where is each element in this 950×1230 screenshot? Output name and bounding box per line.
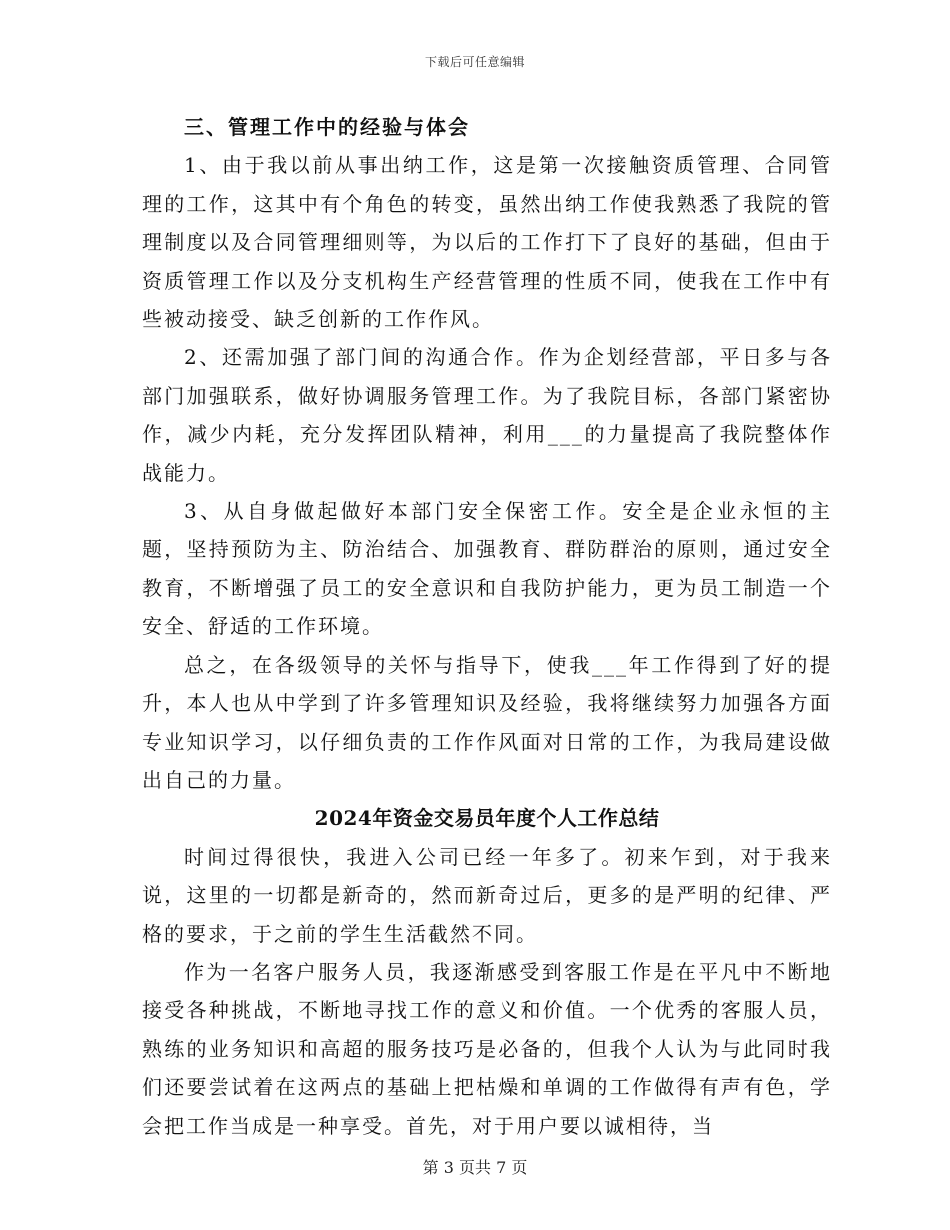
- paragraph-customer-service: 作为一名客户服务人员，我逐渐感受到客服工作是在平凡中不断地接受各种挑战，不断地寻找工作的意义和价值。一个优秀的客服人员，熟练的业务知识和高超的服务技巧是必备的，但我个人认为与此同时我们还要尝试着在这两点的基础上把枯燥和单调的工作做得有声有色，学会把工作当成是一种享受。首先，对于用户要以诚相待，当: [142, 959, 832, 1138]
- paragraph-conclusion: 总之，在各级领导的关怀与指导下，使我___年工作得到了好的提升，本人也从中学到了许多管理知识及经验，我将继续努力加强各方面专业知识学习，以仔细负责的工作作风面对日常的工作，为我局建设做出自己的力量。: [142, 652, 832, 792]
- paragraph-intro: 时间过得很快，我进入公司已经一年多了。初来乍到，对于我来说，这里的一切都是新奇的，然而新奇过后，更多的是严明的纪律、严格的要求，于之前的学生生活截然不同。: [142, 844, 832, 946]
- document-title: 2024年资金交易员年度个人工作总结: [314, 806, 660, 831]
- paragraph-experience-3: 3、从自身做起做好本部门安全保密工作。安全是企业永恒的主题，坚持预防为主、防治结合、加强教育、群防群治的原则，通过安全教育，不断增强了员工的安全意识和自我防护能力，更为员工制造一个安全、舒适的工作环境。: [142, 499, 832, 639]
- page-content: [142, 108, 832, 1145]
- paragraph-experience-1: 1、由于我以前从事出纳工作，这是第一次接触资质管理、合同管理的工作，这其中有个角色的转变，虽然出纳工作使我熟悉了我院的管理制度以及合同管理细则等，为以后的工作打下了良好的基础，但由于资质管理工作以及分支机构生产经营管理的性质不同，使我在工作中有些被动接受、缺乏创新的工作作风。: [142, 153, 832, 332]
- page-number-footer: 第 3 页共 7 页: [422, 1158, 528, 1177]
- paragraph-experience-2: 2、还需加强了部门间的沟通合作。作为企划经营部，平日多与各部门加强联系，做好协调服务管理工作。为了我院目标，各部门紧密协作，减少内耗，充分发挥团队精神，利用___的力量提高了我院整体作战能力。: [142, 345, 832, 485]
- page-header: 下载后可任意编辑: [424, 55, 525, 69]
- section-heading: 三、管理工作中的经验与体会: [184, 115, 470, 139]
